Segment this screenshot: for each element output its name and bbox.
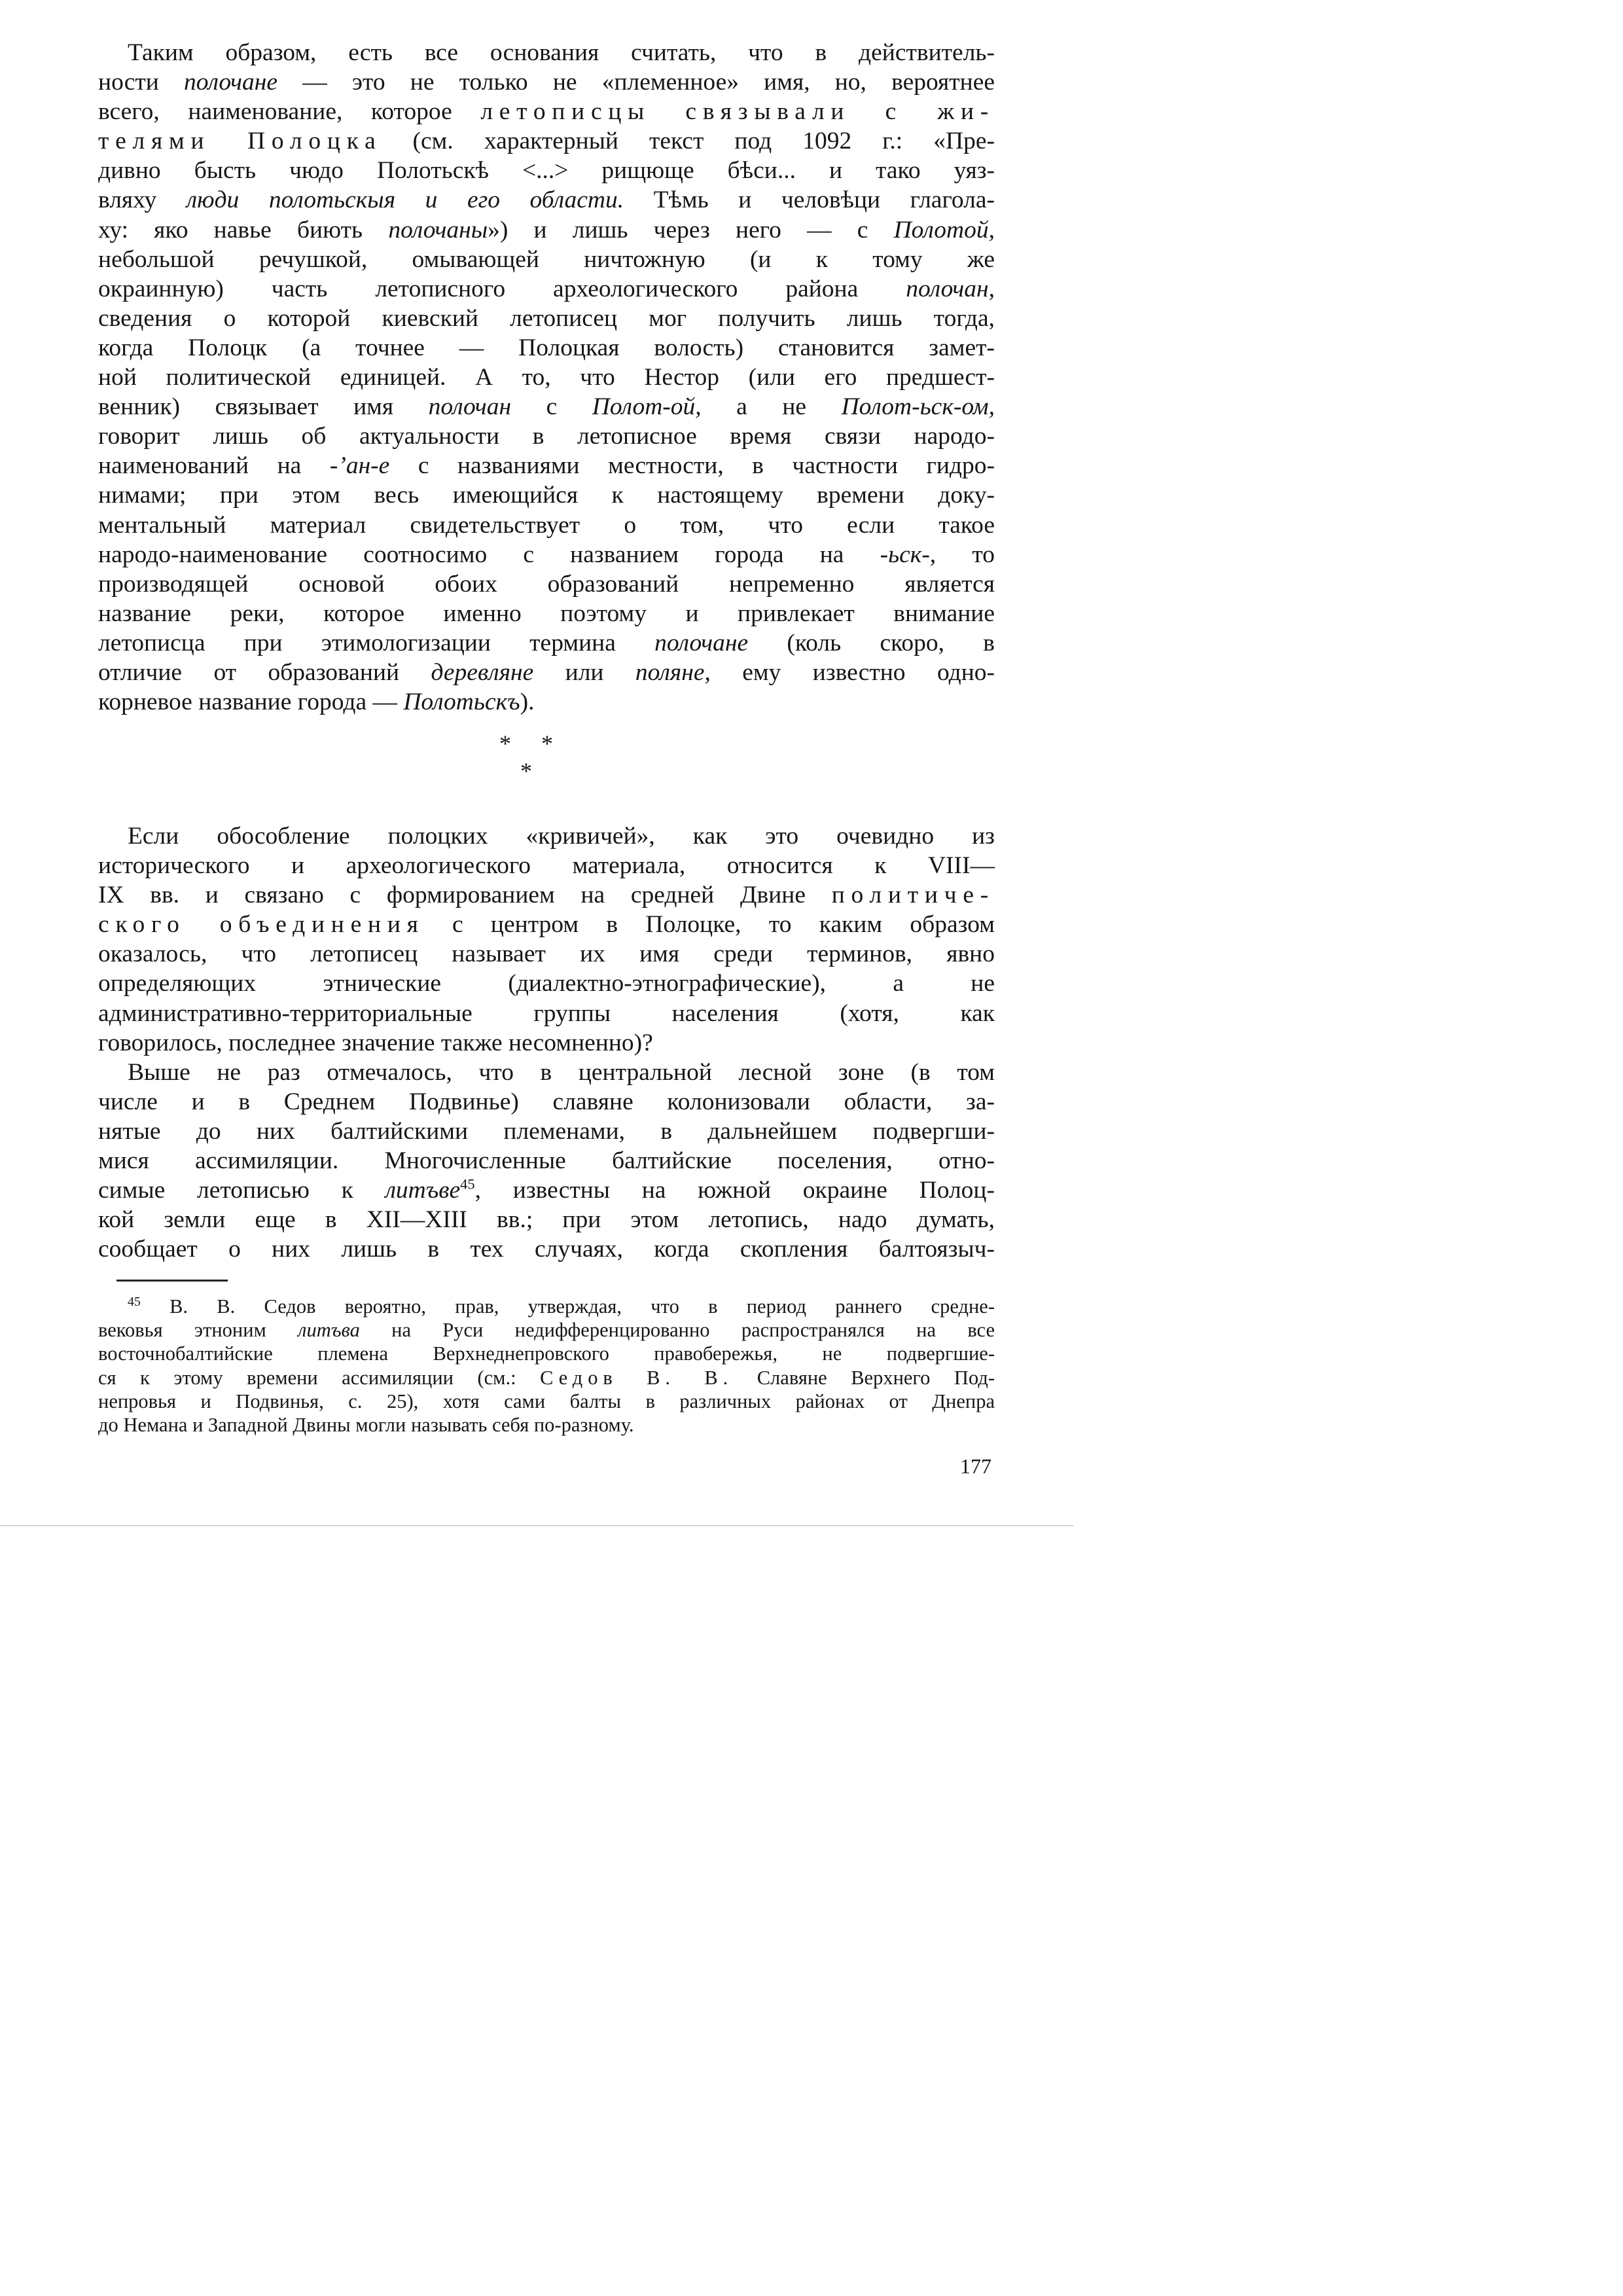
- text-run: небольшой речушкой, омывающей ничтожную (и к тому же: [98, 245, 995, 273]
- second-text-block: [98, 821, 995, 1264]
- italic-term: литъва: [298, 1319, 360, 1342]
- text-line: [98, 451, 995, 480]
- text-run: дивно бысть чюдо Полотьскѣ <...> рищюще бѣси... и тако уяз-: [98, 157, 995, 185]
- text-line: [98, 658, 995, 687]
- text-run: нятые до них балтийскими племенами, в дальнейшем подвергши-: [98, 1117, 995, 1145]
- text-line: [98, 38, 995, 67]
- text-run: симые летописью к: [98, 1177, 385, 1204]
- text-run: летописца при этимологизации термина: [98, 629, 655, 656]
- text-run: ной политической единицей. А то, что Нестор (или его предшест-: [98, 364, 995, 391]
- text-run: Таким образом, есть все основания считать, что в действитель-: [128, 39, 995, 66]
- text-run: (см. характерный текст под 1092 г.: «Пре-: [382, 128, 995, 155]
- text-line: [98, 821, 995, 851]
- paragraph-1: [98, 38, 995, 717]
- text-run: нимами; при этом весь имеющийся к настоящему времени доку-: [98, 482, 995, 509]
- text-run: восточнобалтийские племена Верхнеднепровского правобережья, не подвергшие-: [98, 1342, 995, 1365]
- text-line: [98, 480, 995, 510]
- text-run: (коль скоро, в: [748, 629, 995, 656]
- text-line: [98, 363, 995, 392]
- text-line: [98, 599, 995, 628]
- text-run: венник) связывает имя: [98, 393, 429, 421]
- italic-term: -ьск-,: [880, 541, 936, 568]
- text-run: сообщает о них лишь в тех случаях, когда скопления балтоязыч-: [98, 1236, 995, 1263]
- text-line: [98, 126, 995, 156]
- text-line: [98, 628, 995, 658]
- text-run: определяющих этнические (диалектно-этнографические), а не: [98, 970, 995, 997]
- italic-term: Полотой,: [893, 216, 995, 243]
- text-line: [98, 939, 995, 969]
- text-run: корневое название города —: [98, 689, 404, 716]
- text-run: оказалось, что летописец называет их имя среди терминов, явно: [98, 941, 995, 968]
- text-line: [98, 910, 995, 939]
- text-run: ») и лишь через него — с: [488, 216, 894, 243]
- text-run: кой земли еще в XII—XIII вв.; при этом летопись, надо думать,: [98, 1206, 995, 1234]
- text-run: Выше не раз отмечалось, что в центральной лесной зоне (в том: [128, 1058, 995, 1086]
- text-run: говорилось, последнее значение также несомненно)?: [98, 1029, 653, 1056]
- text-line: [98, 1058, 995, 1087]
- footnote-line: [98, 1390, 995, 1413]
- text-line: [98, 1087, 995, 1117]
- text-run: а не: [701, 393, 842, 421]
- text-line: [98, 1175, 995, 1205]
- text-line: [98, 540, 995, 569]
- italic-term: полочане: [184, 69, 278, 96]
- italic-term: литъве: [385, 1177, 461, 1204]
- text-line: [98, 999, 995, 1028]
- text-run: Тѣмь и человѣци глагола-: [624, 187, 995, 214]
- main-text-block: [98, 38, 995, 717]
- text-run: вековья этноним: [98, 1319, 298, 1342]
- text-line: [98, 1117, 995, 1146]
- text-run: наименований на: [98, 452, 330, 480]
- text-line: [98, 1205, 995, 1234]
- text-run: , известны на южной окраине Полоц-: [474, 1177, 995, 1204]
- section-asterism: [491, 730, 569, 802]
- text-line: [98, 185, 995, 215]
- footnote-number: 45: [128, 1294, 141, 1309]
- text-run: когда Полоцк (а точнее — Полоцкая волость) становится замет-: [98, 334, 995, 361]
- italic-term: поляне,: [635, 658, 711, 686]
- text-line: [98, 851, 995, 880]
- footnote-line: [98, 1295, 995, 1318]
- spaced-text: Седов В. В.: [540, 1366, 734, 1389]
- text-run: ментальный материал свидетельствует о том, что если такое: [98, 511, 995, 539]
- italic-term: деревляне: [431, 658, 534, 686]
- italic-term: полочан,: [906, 275, 995, 302]
- text-run: с центром в Полоцке, то каким образом: [424, 911, 995, 939]
- text-line: [98, 97, 995, 126]
- italic-term: люди полотьскыя и его области.: [186, 187, 624, 214]
- text-run: административно-территориальные группы населения (хотя, как: [98, 999, 995, 1027]
- text-line: [98, 1146, 995, 1175]
- text-run: с: [511, 393, 592, 421]
- text-run: или: [533, 658, 635, 686]
- text-run: исторического и археологического материала, относится к VIII—: [98, 852, 995, 880]
- text-run: отличие от образований: [98, 658, 431, 686]
- text-run: говорит лишь об актуальности в летописное время связи народо-: [98, 423, 995, 450]
- scan-edge-line: [0, 1525, 1073, 1526]
- footnote-ref[interactable]: 45: [460, 1175, 475, 1193]
- italic-term: Полотьскъ: [403, 689, 520, 716]
- asterisk-star: *: [499, 730, 511, 757]
- text-run: на Руси недифференцированно распространялся на все: [359, 1319, 995, 1342]
- asterisk-star: *: [541, 730, 553, 757]
- text-line: [98, 392, 995, 422]
- spaced-text: ского объединения: [98, 911, 425, 939]
- spaced-text: летописцы связывали с жи-: [480, 98, 995, 126]
- paragraph-2: [98, 821, 995, 1058]
- text-run: до Немана и Западной Двины могли называть себя по-разному.: [98, 1414, 634, 1437]
- italic-term: Полот-ьск-ом,: [841, 393, 995, 421]
- footnote-line: [98, 1318, 995, 1342]
- text-run: непровья и Подвинья, с. 25), хотя сами балты в различных районах от Днепра: [98, 1390, 995, 1412]
- spaced-text: телями Полоцка: [98, 128, 382, 155]
- paragraph-3: [98, 1058, 995, 1265]
- text-run: то: [936, 541, 995, 568]
- text-line: [98, 422, 995, 451]
- text-line: [98, 274, 995, 304]
- text-line: [98, 1234, 995, 1264]
- text-run: ему известно одно-: [710, 658, 995, 686]
- text-line: [98, 245, 995, 274]
- footnote-divider: [116, 1280, 228, 1282]
- footnote-line: [98, 1413, 995, 1437]
- page-number: 177: [960, 1454, 991, 1478]
- text-run: Славяне Верхнего Под-: [733, 1366, 995, 1389]
- text-run: вляху: [98, 187, 187, 214]
- text-run: мися ассимиляции. Многочисленные балтийские поселения, отно-: [98, 1147, 995, 1175]
- text-run: ).: [520, 689, 535, 716]
- text-run: всего, наименование, которое: [98, 98, 481, 126]
- text-line: [98, 67, 995, 97]
- italic-term: полочаны: [388, 216, 488, 243]
- text-run: производящей основой обоих образований непременно является: [98, 570, 995, 598]
- italic-term: -’ан-е: [329, 452, 390, 480]
- footnote-line: [98, 1366, 995, 1390]
- text-line: [98, 1028, 995, 1058]
- text-line: [98, 880, 995, 910]
- text-run: название реки, которое именно поэтому и привлекает внимание: [98, 600, 995, 627]
- text-run: В. В. Седов вероятно, прав, утверждая, что в период раннего средне-: [140, 1295, 995, 1318]
- text-run: — это не только не «племенное» имя, но, вероятнее: [277, 69, 995, 96]
- asterisk-star: *: [520, 758, 532, 784]
- text-run: окраинную) часть летописного археологического района: [98, 275, 906, 302]
- text-line: [98, 156, 995, 185]
- text-line: [98, 687, 995, 717]
- footnote-line: [98, 1342, 995, 1365]
- italic-term: Полот-ой,: [592, 393, 702, 421]
- text-run: числе и в Среднем Подвинье) славяне колонизовали области, за-: [98, 1088, 995, 1115]
- text-run: ху: яко навье биють: [98, 216, 389, 243]
- text-run: с названиями местности, в частности гидро-: [389, 452, 995, 480]
- text-run: ности: [98, 69, 185, 96]
- text-line: [98, 215, 995, 245]
- text-run: IX вв. и связано с формированием на средней Двине: [98, 882, 832, 909]
- text-run: Если обособление полоцких «кривичей», как это очевидно из: [128, 823, 995, 850]
- text-run: народо-наименование соотносимо с названием города на: [98, 541, 880, 568]
- italic-term: полочан: [428, 393, 512, 421]
- text-line: [98, 569, 995, 599]
- text-run: ся к этому времени ассимиляции (см.:: [98, 1366, 541, 1389]
- footnote: [98, 1295, 995, 1437]
- text-line: [98, 969, 995, 998]
- text-line: [98, 511, 995, 540]
- text-line: [98, 333, 995, 363]
- spaced-text: политиче-: [831, 882, 995, 909]
- text-line: [98, 304, 995, 333]
- italic-term: полочане: [654, 629, 749, 656]
- text-run: сведения о которой киевский летописец мог получить лишь тогда,: [98, 304, 995, 332]
